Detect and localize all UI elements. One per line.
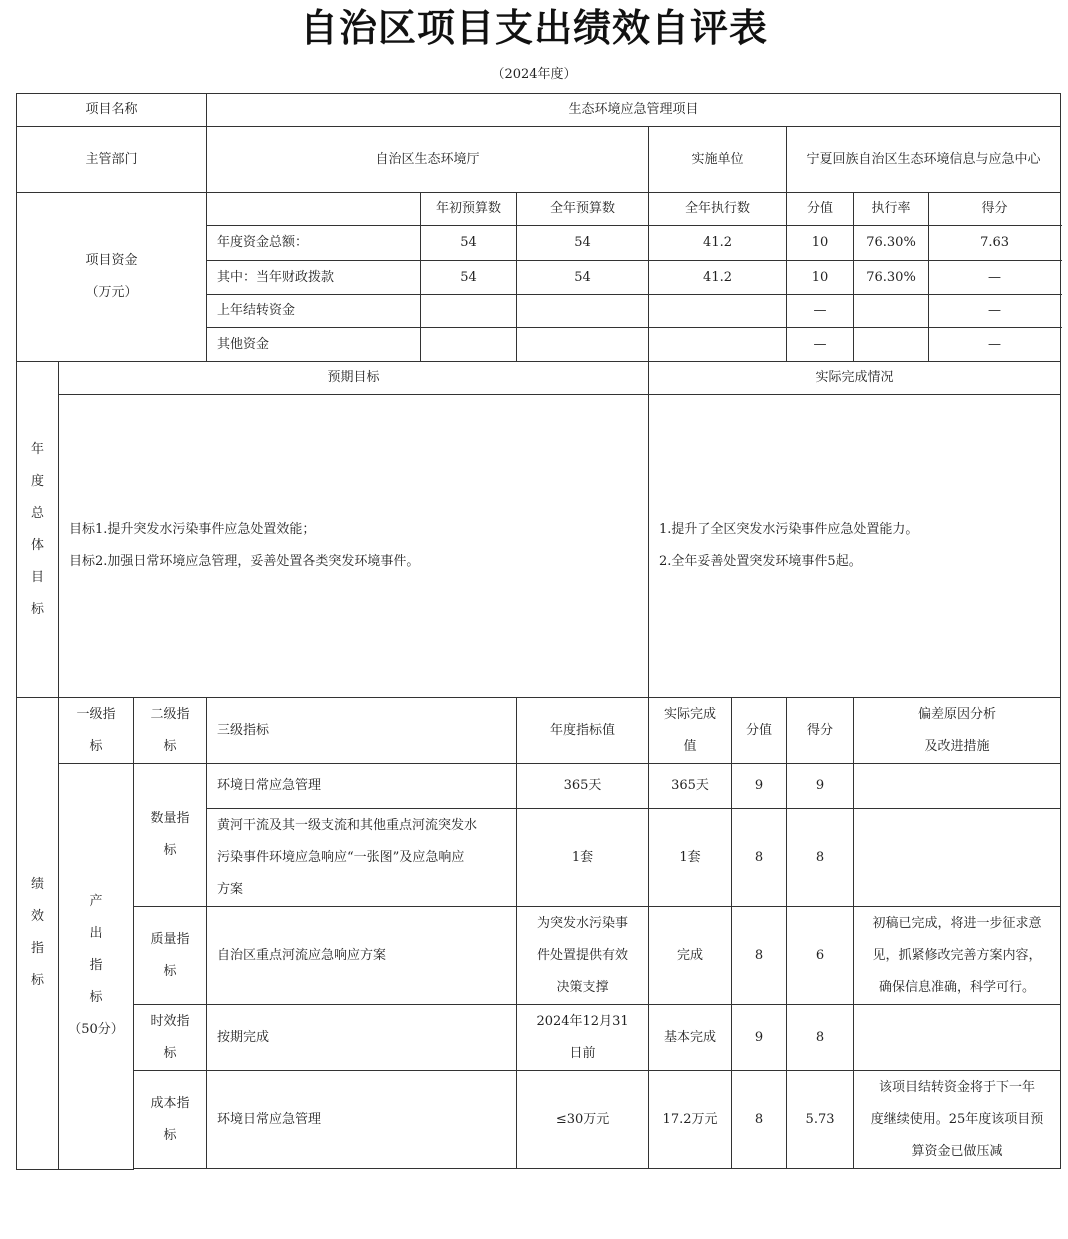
indicator-deviation-line: 度继续使用。25年度该项目预 [870, 1111, 1044, 1127]
indicator-target-line: 决策支撑 [556, 979, 609, 995]
indicator-deviation-line: 见，抓紧修改完善方案内容， [872, 947, 1042, 963]
header-score-value: 分值 [732, 698, 787, 764]
funds-header-rate: 执行率 [854, 193, 929, 226]
indicator-score-value: 8 [732, 907, 787, 1005]
funds-row-executed [649, 328, 787, 362]
funds-row-score: — [929, 261, 1061, 295]
funds-row-name: 上年结转资金 [207, 295, 421, 328]
level2-line: 成本指 [150, 1095, 190, 1111]
project-name-value: 生态环境应急管理项目 [207, 94, 1061, 127]
goals-side-char: 目 [30, 569, 44, 585]
indicator-target [517, 1005, 649, 1071]
funds-header-score: 得分 [929, 193, 1061, 226]
level2-quantity [134, 764, 207, 907]
indicator-deviation-line: 初稿已完成，将进一步征求意 [872, 915, 1042, 931]
expected-goals-text [59, 395, 649, 698]
funds-label-line1: 项目资金 [85, 253, 138, 268]
indicator-deviation [854, 764, 1061, 809]
actual-goal-item: 1.提升了全区突发水污染事件应急处置能力。 [659, 522, 919, 537]
funds-row-initial [421, 295, 517, 328]
expected-goal-item: 目标1.提升突发水污染事件应急处置效能； [69, 522, 316, 537]
indicator-row [17, 1005, 1061, 1071]
spacer-row [17, 1169, 1061, 1170]
funds-header-score-value: 分值 [787, 193, 854, 226]
funds-row-score: — [929, 328, 1061, 362]
indicator-deviation-line: 确保信息准确，科学可行。 [879, 979, 1036, 995]
goals-header-row [17, 362, 1061, 395]
indicator-score: 8 [787, 809, 854, 907]
indicators-side-char: 指 [30, 941, 44, 957]
level2-line: 数量指 [150, 811, 190, 826]
actual-goal-item: 2.全年妥善处置突发环境事件5起。 [659, 554, 862, 569]
header-score: 得分 [787, 698, 854, 764]
level1-char: 产 [89, 894, 103, 910]
indicator-target-line: 日前 [569, 1045, 596, 1061]
indicator-target: 1套 [517, 809, 649, 907]
level2-quality [134, 907, 207, 1005]
indicator-deviation [854, 907, 1061, 1005]
self-evaluation-table [16, 93, 1061, 1170]
indicator-deviation [854, 809, 1061, 907]
header-actual-line: 值 [683, 738, 697, 754]
level2-line: 时效指 [150, 1013, 190, 1029]
indicator-actual: 1套 [649, 809, 732, 907]
indicator-target-line: 为突发水污染事 [537, 915, 629, 931]
funds-label [17, 193, 207, 362]
level2-line: 标 [163, 1045, 177, 1061]
funds-row-executed [649, 295, 787, 328]
header-level2-line: 标 [163, 738, 177, 754]
indicators-side-char: 效 [30, 909, 44, 925]
expected-goal-item: 目标2.加强日常环境应急管理，妥善处置各类突发环境事件。 [69, 554, 420, 569]
indicator-name: 环境日常应急管理 [207, 1071, 517, 1169]
indicator-actual: 基本完成 [649, 1005, 732, 1071]
funds-row-initial: 54 [421, 226, 517, 261]
level2-line: 标 [163, 1127, 177, 1143]
dept-label: 主管部门 [17, 127, 207, 193]
indicator-deviation-line: 算资金已做压减 [911, 1143, 1003, 1159]
header-deviation [854, 698, 1061, 764]
year-subtitle: （2024年度） [491, 67, 577, 82]
level2-cost [134, 1071, 207, 1169]
indicator-header-row [17, 698, 1061, 764]
funds-row-annual: 54 [517, 261, 649, 295]
indicators-side-char: 绩 [30, 877, 44, 893]
funds-header-annual: 全年预算数 [517, 193, 649, 226]
goals-side-char: 总 [30, 505, 44, 521]
department-row [17, 127, 1061, 193]
funds-row-score: — [929, 295, 1061, 328]
funds-row-executed: 41.2 [649, 261, 787, 295]
funds-row-initial: 54 [421, 261, 517, 295]
indicator-row [17, 907, 1061, 1005]
header-target: 年度指标值 [517, 698, 649, 764]
goals-side-char: 年 [30, 441, 44, 457]
indicator-deviation-line: 该项目结转资金将于下一年 [879, 1079, 1036, 1095]
indicator-target [517, 907, 649, 1005]
goals-side-char: 体 [30, 537, 44, 553]
header-deviation-line: 偏差原因分析 [918, 706, 997, 722]
funds-row-rate [854, 295, 929, 328]
indicator-target-line: 件处置提供有效 [537, 947, 629, 963]
actual-goals-header: 实际完成情况 [649, 362, 1061, 395]
goals-side-label [17, 362, 59, 698]
funds-row-score-value: — [787, 295, 854, 328]
funds-row-score: 7.63 [929, 226, 1061, 261]
funds-header-row [17, 193, 1061, 226]
indicator-name-line: 污染事件环境应急响应“一张图”及应急响应 [217, 849, 465, 865]
funds-row-rate: 76.30% [854, 261, 929, 295]
funds-row-executed: 41.2 [649, 226, 787, 261]
page-title: 自治区项目支出绩效自评表 [299, 5, 768, 50]
indicator-deviation [854, 1071, 1061, 1169]
level1-char: （50分） [68, 1022, 124, 1038]
level2-line: 标 [163, 963, 177, 979]
indicator-score-value: 8 [732, 809, 787, 907]
indicator-row [17, 1071, 1061, 1169]
level1-output [59, 764, 134, 1170]
indicator-actual: 完成 [649, 907, 732, 1005]
funds-row-rate [854, 328, 929, 362]
level2-timeliness [134, 1005, 207, 1071]
funds-row-score-value: 10 [787, 261, 854, 295]
expected-goals-header: 预期目标 [59, 362, 649, 395]
indicator-score-value: 9 [732, 1005, 787, 1071]
indicator-target: 365天 [517, 764, 649, 809]
funds-row-name: 其中：当年财政拨款 [207, 261, 421, 295]
actual-goals-text [649, 395, 1061, 698]
impl-value: 宁夏回族自治区生态环境信息与应急中心 [787, 127, 1061, 193]
indicator-name-line: 方案 [217, 881, 244, 897]
indicator-target-line: 2024年12月31 [536, 1013, 629, 1029]
indicators-side-label [17, 698, 59, 1170]
indicator-name: 自治区重点河流应急响应方案 [207, 907, 517, 1005]
header-level1-line: 标 [89, 738, 103, 754]
indicator-target: ≤30万元 [517, 1071, 649, 1169]
funds-row-name: 其他资金 [207, 328, 421, 362]
goals-side-char: 标 [30, 601, 44, 617]
project-name-row [17, 94, 1061, 127]
indicator-score: 9 [787, 764, 854, 809]
header-actual-line: 实际完成 [664, 706, 717, 722]
goals-body-row [17, 395, 1061, 698]
level2-line: 质量指 [150, 931, 190, 947]
funds-row-score-value: — [787, 328, 854, 362]
funds-label-line2: （万元） [85, 285, 138, 300]
project-name-label: 项目名称 [17, 94, 207, 127]
impl-label: 实施单位 [649, 127, 787, 193]
indicator-name [207, 809, 517, 907]
funds-header-blank [207, 193, 421, 226]
indicator-actual: 17.2万元 [649, 1071, 732, 1169]
funds-row-name: 年度资金总额： [207, 226, 421, 261]
header-level1 [59, 698, 134, 764]
level1-char: 标 [89, 990, 103, 1006]
header-level3: 三级指标 [207, 698, 517, 764]
goals-side-char: 度 [30, 473, 44, 489]
level2-line: 标 [163, 843, 177, 858]
indicator-name-line: 黄河干流及其一级支流和其他重点河流突发水 [217, 817, 478, 833]
indicator-score-value: 8 [732, 1071, 787, 1169]
funds-row-initial [421, 328, 517, 362]
header-actual [649, 698, 732, 764]
indicator-actual: 365天 [649, 764, 732, 809]
indicators-side-char: 标 [30, 973, 44, 989]
header-deviation-line: 及改进措施 [924, 738, 990, 754]
header-level1-line: 一级指 [76, 706, 116, 722]
indicator-score-value: 9 [732, 764, 787, 809]
funds-header-executed: 全年执行数 [649, 193, 787, 226]
indicator-name: 按期完成 [207, 1005, 517, 1071]
funds-row-annual [517, 295, 649, 328]
spacer-cell [134, 1169, 1061, 1170]
dept-value: 自治区生态环境厅 [207, 127, 649, 193]
indicator-name: 环境日常应急管理 [207, 764, 517, 809]
funds-row-score-value: 10 [787, 226, 854, 261]
funds-row-annual: 54 [517, 226, 649, 261]
indicator-deviation [854, 1005, 1061, 1071]
header-level2-line: 二级指 [150, 706, 190, 722]
funds-row-annual [517, 328, 649, 362]
funds-header-initial: 年初预算数 [421, 193, 517, 226]
level1-char: 指 [89, 958, 103, 974]
funds-row-rate: 76.30% [854, 226, 929, 261]
level1-char: 出 [89, 926, 103, 942]
indicator-score: 6 [787, 907, 854, 1005]
indicator-score: 8 [787, 1005, 854, 1071]
indicator-row [17, 764, 1061, 809]
header-level2 [134, 698, 207, 764]
indicator-score: 5.73 [787, 1071, 854, 1169]
